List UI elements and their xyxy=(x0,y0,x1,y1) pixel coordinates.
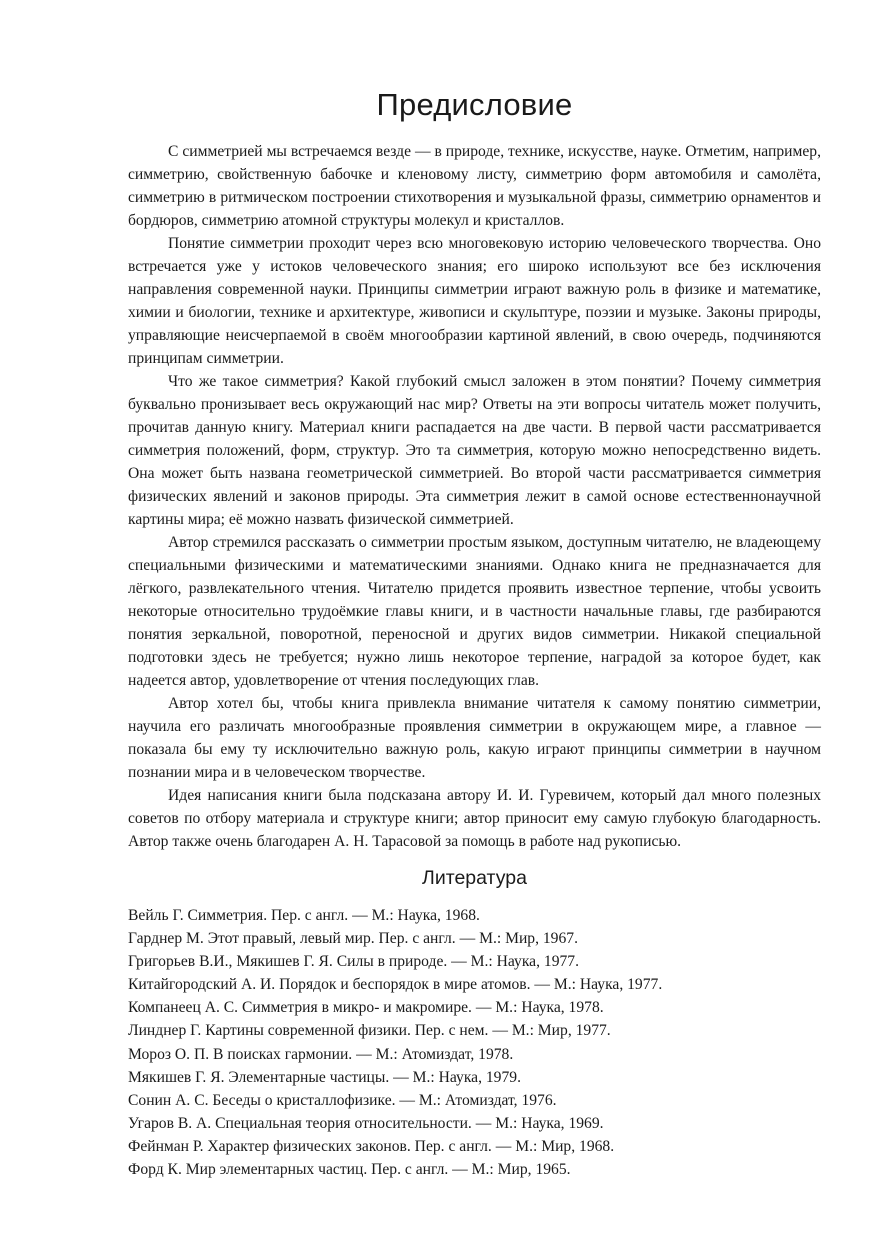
literature-item: Григорьев В.И., Мякишев Г. Я. Силы в природе. — М.: Наука, 1977. xyxy=(128,953,579,971)
literature-item: Линднер Г. Картины современной физики. Пер. с нем. — М.: Мир, 1977. xyxy=(128,1022,611,1040)
preface-paragraph: Автор хотел бы, чтобы книга привлекла внимание читателя к самому понятию симметрии, научила его различать многообразные проявления симметрии в окружающем мире, а главное — показала бы ему ту исключительно важную роль, какую играют принципы симметрии в научном познании мира и в человеческом творчестве. xyxy=(128,695,821,781)
literature-item: Форд К. Мир элементарных частиц. Пер. с англ. — М.: Мир, 1965. xyxy=(128,1161,571,1179)
literature-heading: Литература xyxy=(422,867,527,889)
literature-item: Угаров В. А. Специальная теория относительности. — М.: Наука, 1969. xyxy=(128,1114,604,1132)
literature-item: Мякишев Г. Я. Элементарные частицы. — М.: Наука, 1979. xyxy=(128,1068,521,1086)
literature-item: Китайгородский А. И. Порядок и беспорядок в мире атомов. — М.: Наука, 1977. xyxy=(128,976,663,994)
page-title: Предисловие xyxy=(376,87,573,122)
literature-item: Мороз О. П. В поисках гармонии. — М.: Атомиздат, 1978. xyxy=(128,1045,514,1063)
preface-paragraph: Понятие симметрии проходит через всю многовековую историю человеческого творчества. Оно встречается уже у истоков человеческого знания; его широко используют все без исключения направления современной науки. Принципы симметрии играют важную роль в физике и математике, химии и биологии, технике и архитектуре, живописи и скульптуре, поэзии и музыке. Законы природы, управляющие неисчерпаемой в своём многообразии картиной явлений, в свою очередь, подчиняются принципам симметрии. xyxy=(128,235,821,367)
preface-paragraph: Что же такое симметрия? Какой глубокий смысл заложен в этом понятии? Почему симметрия буквально пронизывает весь окружающий нас мир? Ответы на эти вопросы читатель может получить, прочитав данную книгу. Материал книги распадается на две части. В первой части рассматривается симметрия положений, форм, структур. Это та симметрия, которую можно непосредственно видеть. Она может быть названа геометрической симметрией. Во второй части рассматривается симметрия физических явлений и законов природы. Эта симметрия лежит в самой основе естественнонаучной картины мира; её можно назвать физической симметрией. xyxy=(128,373,821,528)
document-page xyxy=(128,0,821,1181)
literature-list xyxy=(128,904,821,1181)
literature-item: Гарднер М. Этот правый, левый мир. Пер. с англ. — М.: Мир, 1967. xyxy=(128,930,578,948)
literature-item: Фейнман Р. Характер физических законов. Пер. с англ. — М.: Мир, 1968. xyxy=(128,1137,615,1155)
preface-body xyxy=(128,140,821,853)
literature-item: Сонин А. С. Беседы о кристаллофизике. — М.: Атомиздат, 1976. xyxy=(128,1091,557,1109)
literature-item: Вейль Г. Симметрия. Пер. с англ. — М.: Наука, 1968. xyxy=(128,907,480,924)
preface-paragraph: Идея написания книги была подсказана автору И. И. Гуревичем, который дал много полезных советов по отбору материала и структуре книги; автор приносит ему самую глубокую благодарность. Автор также очень благодарен А. Н. Тарасовой за помощь в работе над рукописью. xyxy=(128,787,821,850)
literature-item: Компанеец А. С. Симметрия в микро- и макромире. — М.: Наука, 1978. xyxy=(128,999,604,1017)
preface-paragraph: С симметрией мы встречаемся везде — в природе, технике, искусстве, науке. Отметим, например, симметрию, свойственную бабочке и кленовому листу, симметрию форм автомобиля и самолёта, симметрию в ритмическом построении стихотворения и музыкальной фразы, симметрию орнаментов и бордюров, симметрию атомной структуры молекул и кристаллов. xyxy=(128,143,821,229)
preface-paragraph: Автор стремился рассказать о симметрии простым языком, доступным читателю, не владеющему специальными физическими и математическими знаниями. Однако книга не предназначается для лёгкого, развлекательного чтения. Читателю придется проявить известное терпение, чтобы усвоить некоторые относительно трудоёмкие главы книги, и в частности начальные главы, где разбираются понятия зеркальной, поворотной, переносной и других видов симметрии. Никакой специальной подготовки здесь не требуется; нужно лишь некоторое терпение, наградой за которое будет, как надеется автор, удовлетворение от чтения последующих глав. xyxy=(128,534,821,689)
